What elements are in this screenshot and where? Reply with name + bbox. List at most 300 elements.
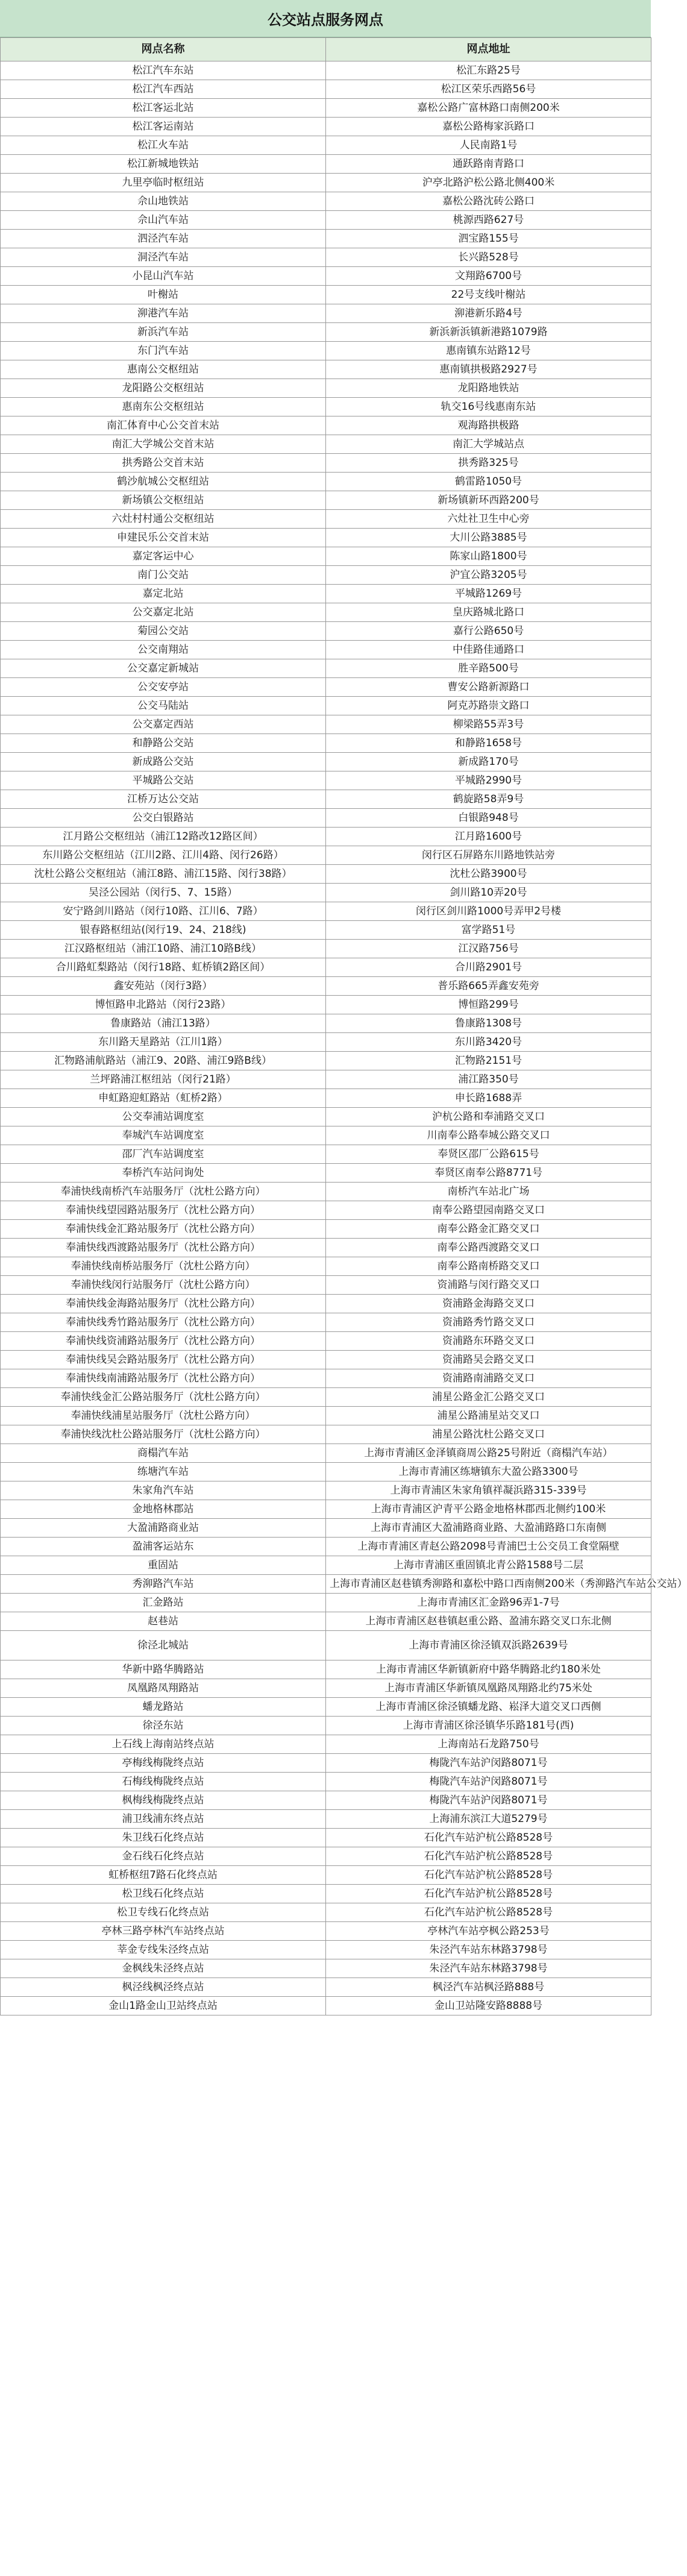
station-name-cell: 重固站 (1, 1556, 326, 1575)
table-row (1, 1959, 651, 1978)
table-row (1, 1922, 651, 1941)
station-address-cell: 上海市青浦区徐泾镇双浜路2639号 (326, 1631, 651, 1660)
station-name-cell: 南门公交站 (1, 566, 326, 585)
station-name-cell: 石梅线梅陇终点站 (1, 1773, 326, 1791)
station-address-cell: 新场镇新环西路200号 (326, 491, 651, 510)
table-row (1, 454, 651, 473)
table-row (1, 940, 651, 958)
station-name-cell: 汇物路浦航路站（浦江9、20路、浦江9路B线） (1, 1052, 326, 1070)
table-row (1, 996, 651, 1014)
station-address-cell: 阿克苏路崇文路口 (326, 697, 651, 715)
table-row (1, 1052, 651, 1070)
station-name-cell: 南汇体育中心公交首末站 (1, 416, 326, 435)
station-name-cell: 和静路公交站 (1, 734, 326, 753)
station-name-cell: 奉浦快线闵行站服务厅（沈杜公路方向） (1, 1276, 326, 1295)
station-name-cell: 奉浦快线金海路站服务厅（沈杜公路方向） (1, 1295, 326, 1313)
station-address-cell: 合川路2901号 (326, 958, 651, 977)
station-address-cell: 上海市青浦区汇金路96弄1-7号 (326, 1594, 651, 1612)
station-name-cell: 安宁路剑川路站（闵行10路、江川6、7路） (1, 902, 326, 921)
station-name-cell: 枫梅线梅陇终点站 (1, 1791, 326, 1810)
station-name-cell: 公交嘉定西站 (1, 715, 326, 734)
table-row (1, 1500, 651, 1519)
station-address-cell: 梅陇汽车站沪闵路8071号 (326, 1791, 651, 1810)
station-name-cell: 朱卫线石化终点站 (1, 1829, 326, 1847)
table-row (1, 192, 651, 211)
station-address-cell: 闵行区石屏路东川路地铁站旁 (326, 846, 651, 865)
table-row (1, 1351, 651, 1369)
station-name-cell: 徐泾北城站 (1, 1631, 326, 1660)
table-row (1, 1810, 651, 1829)
station-address-cell: 奉贤区南奉公路8771号 (326, 1164, 651, 1183)
station-address-cell: 沪宜公路3205号 (326, 566, 651, 585)
station-address-cell: 胜辛路500号 (326, 659, 651, 678)
table-row (1, 510, 651, 529)
station-name-cell: 浦卫线浦东终点站 (1, 1810, 326, 1829)
station-name-cell: 凤凰路凤翔路站 (1, 1679, 326, 1698)
station-address-cell: 皇庆路城北路口 (326, 603, 651, 622)
station-name-cell: 佘山汽车站 (1, 211, 326, 230)
table-row (1, 1164, 651, 1183)
station-name-cell: 奉桥汽车站问询处 (1, 1164, 326, 1183)
station-address-cell: 资浦路与闵行路交叉口 (326, 1276, 651, 1295)
table-row (1, 304, 651, 323)
service-points-table (0, 37, 687, 2015)
table-header-row (1, 38, 651, 61)
table-row (1, 921, 651, 940)
station-name-cell: 龙阳路公交枢纽站 (1, 379, 326, 398)
table-row (1, 1941, 651, 1959)
station-name-cell: 兰坪路浦江枢纽站（闵行21路） (1, 1070, 326, 1089)
station-address-cell: 平城路1269号 (326, 585, 651, 603)
table-row (1, 828, 651, 846)
table-row (1, 771, 651, 790)
station-address-cell: 沈杜公路3900号 (326, 865, 651, 884)
station-name-cell: 奉浦快线吴会路站服务厅（沈杜公路方向） (1, 1351, 326, 1369)
table-row (1, 1220, 651, 1239)
table-row (1, 1978, 651, 1997)
station-name-cell: 奉浦快线金汇路站服务厅（沈杜公路方向） (1, 1220, 326, 1239)
station-address-cell: 石化汽车站沪杭公路8528号 (326, 1829, 651, 1847)
table-row (1, 435, 651, 454)
table-row (1, 547, 651, 566)
table-row (1, 1791, 651, 1810)
station-name-cell: 博恒路申北路站（闵行23路） (1, 996, 326, 1014)
station-address-cell: 亭林汽车站亭枫公路253号 (326, 1922, 651, 1941)
table-row (1, 1997, 651, 2015)
station-name-cell: 松江汽车西站 (1, 80, 326, 99)
station-address-cell: 新成路170号 (326, 753, 651, 771)
table-row (1, 1183, 651, 1201)
table-row (1, 753, 651, 771)
station-name-cell: 奉浦快线西渡路站服务厅（沈杜公路方向） (1, 1239, 326, 1257)
station-name-cell: 叶榭站 (1, 286, 326, 304)
station-name-cell: 新浜汽车站 (1, 323, 326, 342)
station-name-cell: 东川路公交枢纽站（江川2路、江川4路、闵行26路） (1, 846, 326, 865)
station-address-cell: 梅陇汽车站沪闵路8071号 (326, 1773, 651, 1791)
station-name-cell: 松江火车站 (1, 136, 326, 155)
station-name-cell: 松江客运南站 (1, 118, 326, 136)
table-row (1, 529, 651, 547)
station-name-cell: 惠南东公交枢纽站 (1, 398, 326, 416)
station-address-cell: 石化汽车站沪杭公路8528号 (326, 1903, 651, 1922)
table-row (1, 1735, 651, 1754)
station-address-cell: 上海市青浦区徐泾镇华乐路181号(西) (326, 1717, 651, 1735)
station-address-cell: 松江区荣乐西路56号 (326, 80, 651, 99)
station-address-cell: 上海南站石龙路750号 (326, 1735, 651, 1754)
station-address-cell: 惠南镇东站路12号 (326, 342, 651, 360)
station-address-cell: 上海市青浦区华新镇凤凰路凤翔路北约75米处 (326, 1679, 651, 1698)
table-row (1, 360, 651, 379)
station-address-cell: 通跃路南青路口 (326, 155, 651, 174)
table-row (1, 174, 651, 192)
station-address-cell: 闵行区剑川路1000号弄甲2号楼 (326, 902, 651, 921)
table-row (1, 1463, 651, 1481)
table-row (1, 734, 651, 753)
station-name-cell: 奉浦快线浦星站服务厅（沈杜公路方向） (1, 1407, 326, 1425)
station-name-cell: 枫泾线枫泾终点站 (1, 1978, 326, 1997)
station-address-cell: 大川公路3885号 (326, 529, 651, 547)
station-address-cell: 上海市青浦区大盈浦路商业路、大盈浦路路口东南侧 (326, 1519, 651, 1538)
station-name-cell: 奉浦快线沈杜公路站服务厅（沈杜公路方向） (1, 1425, 326, 1444)
table-row (1, 1575, 651, 1594)
table-row (1, 958, 651, 977)
table-row (1, 585, 651, 603)
table-row (1, 1014, 651, 1033)
station-name-cell: 公交马陆站 (1, 697, 326, 715)
station-address-cell: 汇物路2151号 (326, 1052, 651, 1070)
station-name-cell: 小昆山汽车站 (1, 267, 326, 286)
station-address-cell: 鲁康路1308号 (326, 1014, 651, 1033)
station-address-cell: 南汇大学城站点 (326, 435, 651, 454)
station-address-cell: 嘉行公路650号 (326, 622, 651, 641)
station-name-cell: 鹤沙航城公交枢纽站 (1, 473, 326, 491)
station-address-cell: 石化汽车站沪杭公路8528号 (326, 1847, 651, 1866)
table-row (1, 398, 651, 416)
station-address-cell: 梅陇汽车站沪闵路8071号 (326, 1754, 651, 1773)
table-row (1, 1369, 651, 1388)
table-row (1, 1276, 651, 1295)
table-row (1, 1631, 651, 1660)
table-row (1, 1481, 651, 1500)
station-name-cell: 嘉定北站 (1, 585, 326, 603)
table-row (1, 1773, 651, 1791)
station-name-cell: 邵厂汽车站调度室 (1, 1145, 326, 1164)
station-name-cell: 江月路公交枢纽站（浦江12路改12路区间） (1, 828, 326, 846)
station-name-cell: 松江汽车东站 (1, 61, 326, 80)
station-address-cell: 上海市青浦区沪青平公路金地格林郡西北侧约100米 (326, 1500, 651, 1519)
station-address-cell: 朱泾汽车站东林路3798号 (326, 1941, 651, 1959)
station-name-cell: 朱家角汽车站 (1, 1481, 326, 1500)
station-address-cell: 陈家山路1800号 (326, 547, 651, 566)
table-row (1, 1698, 651, 1717)
table-row (1, 1612, 651, 1631)
station-address-cell: 上海市青浦区朱家角镇祥凝浜路315-339号 (326, 1481, 651, 1500)
table-row (1, 1847, 651, 1866)
station-name-cell: 公交南翔站 (1, 641, 326, 659)
station-name-cell: 公交白银路站 (1, 809, 326, 828)
table-row (1, 641, 651, 659)
page-title: 公交站点服务网点 (0, 0, 651, 37)
station-name-cell: 新场镇公交枢纽站 (1, 491, 326, 510)
table-row (1, 61, 651, 80)
station-name-cell: 大盈浦路商业站 (1, 1519, 326, 1538)
station-name-cell: 鲁康路站（浦江13路） (1, 1014, 326, 1033)
station-name-cell: 九里亭临时枢纽站 (1, 174, 326, 192)
table-row (1, 1754, 651, 1773)
station-name-cell: 徐泾东站 (1, 1717, 326, 1735)
station-address-cell: 资浦路吴会路交叉口 (326, 1351, 651, 1369)
table-row (1, 1332, 651, 1351)
table-row (1, 603, 651, 622)
table-row (1, 342, 651, 360)
station-name-cell: 洞泾汽车站 (1, 248, 326, 267)
table-row (1, 809, 651, 828)
table-row (1, 323, 651, 342)
station-name-cell: 奉浦快线金汇公路站服务厅（沈杜公路方向） (1, 1388, 326, 1407)
station-name-cell: 华新中路华腾路站 (1, 1660, 326, 1679)
station-name-cell: 公交奉浦站调度室 (1, 1108, 326, 1126)
station-address-cell: 石化汽车站沪杭公路8528号 (326, 1885, 651, 1903)
station-address-cell: 泗宝路155号 (326, 230, 651, 248)
table-row (1, 1388, 651, 1407)
table-row (1, 697, 651, 715)
table-row (1, 977, 651, 996)
station-address-cell: 浦江路350号 (326, 1070, 651, 1089)
station-name-cell: 六灶村村通公交枢纽站 (1, 510, 326, 529)
station-address-cell: 上海市青浦区徐泾镇蟠龙路、崧泽大道交叉口西侧 (326, 1698, 651, 1717)
station-name-cell: 秀泖路汽车站 (1, 1575, 326, 1594)
station-address-cell: 申长路1688弄 (326, 1089, 651, 1108)
station-address-cell: 南桥汽车站北广场 (326, 1183, 651, 1201)
station-name-cell: 拱秀路公交首末站 (1, 454, 326, 473)
station-address-cell: 枫泾汽车站枫泾路888号 (326, 1978, 651, 1997)
table-row (1, 1070, 651, 1089)
station-address-cell: 人民南路1号 (326, 136, 651, 155)
table-row (1, 1033, 651, 1052)
station-name-cell: 上石线上海南站终点站 (1, 1735, 326, 1754)
table-row (1, 1519, 651, 1538)
table-row (1, 1866, 651, 1885)
station-address-cell: 南奉公路西渡路交叉口 (326, 1239, 651, 1257)
table-body (1, 61, 687, 2015)
table-row (1, 230, 651, 248)
station-name-cell: 公交嘉定北站 (1, 603, 326, 622)
station-address-cell: 白银路948号 (326, 809, 651, 828)
station-address-cell: 曹安公路新源路口 (326, 678, 651, 697)
station-name-cell: 金地格林郡站 (1, 1500, 326, 1519)
table-row (1, 790, 651, 809)
table-row (1, 118, 651, 136)
station-address-cell: 柳梁路55弄3号 (326, 715, 651, 734)
table-row (1, 566, 651, 585)
table-row (1, 902, 651, 921)
station-name-cell: 虹桥枢纽7路石化终点站 (1, 1866, 326, 1885)
station-name-cell: 奉浦快线秀竹路站服务厅（沈杜公路方向） (1, 1313, 326, 1332)
station-name-cell: 金山1路金山卫站终点站 (1, 1997, 326, 2015)
station-name-cell: 申建民乐公交首末站 (1, 529, 326, 547)
station-name-cell: 银春路枢纽站(闵行19、24、218线) (1, 921, 326, 940)
station-address-cell: 江月路1600号 (326, 828, 651, 846)
table-row (1, 1903, 651, 1922)
station-address-cell: 六灶社卫生中心旁 (326, 510, 651, 529)
station-address-cell: 观海路拱极路 (326, 416, 651, 435)
station-address-cell: 浦星公路金汇公路交叉口 (326, 1388, 651, 1407)
table-row (1, 136, 651, 155)
station-address-cell: 新浜新浜镇新港路1079路 (326, 323, 651, 342)
station-name-cell: 奉城汽车站调度室 (1, 1126, 326, 1145)
table-row (1, 884, 651, 902)
station-address-cell: 鹤雷路1050号 (326, 473, 651, 491)
station-name-cell: 蟠龙路站 (1, 1698, 326, 1717)
station-name-cell: 东门汽车站 (1, 342, 326, 360)
table-row (1, 865, 651, 884)
station-name-cell: 奉浦快线望园路站服务厅（沈杜公路方向） (1, 1201, 326, 1220)
station-address-cell: 拱秀路325号 (326, 454, 651, 473)
table-row (1, 1444, 651, 1463)
station-address-cell: 上海市青浦区重固镇北青公路1588号二层 (326, 1556, 651, 1575)
station-address-cell: 资浦路东环路交叉口 (326, 1332, 651, 1351)
station-name-cell: 南汇大学城公交首末站 (1, 435, 326, 454)
station-address-cell: 浦星公路沈杜公路交叉口 (326, 1425, 651, 1444)
station-name-cell: 合川路虹梨路站（闵行18路、虹桥镇2路区间） (1, 958, 326, 977)
station-name-cell: 吴泾公园站（闵行5、7、15路） (1, 884, 326, 902)
table-row (1, 473, 651, 491)
table-row (1, 267, 651, 286)
station-name-cell: 惠南公交枢纽站 (1, 360, 326, 379)
station-name-cell: 泗泾汽车站 (1, 230, 326, 248)
station-address-cell: 南奉公路南桥路交叉口 (326, 1257, 651, 1276)
table-row (1, 659, 651, 678)
table-row (1, 1313, 651, 1332)
table-row (1, 622, 651, 641)
station-address-cell: 和静路1658号 (326, 734, 651, 753)
station-address-cell: 资浦路秀竹路交叉口 (326, 1313, 651, 1332)
table-row (1, 1257, 651, 1276)
table-row (1, 1089, 651, 1108)
station-name-cell: 松卫线石化终点站 (1, 1885, 326, 1903)
station-name-cell: 嘉定客运中心 (1, 547, 326, 566)
station-name-cell: 江桥万达公交站 (1, 790, 326, 809)
station-address-cell: 上海市青浦区练塘镇东大盈公路3300号 (326, 1463, 651, 1481)
station-address-cell: 沪杭公路和奉浦路交叉口 (326, 1108, 651, 1126)
station-address-cell: 上海市青浦区青赵公路2098号青浦巴士公交员工食堂隔壁 (326, 1538, 651, 1556)
table-row (1, 379, 651, 398)
station-name-cell: 新成路公交站 (1, 753, 326, 771)
table-row (1, 1145, 651, 1164)
station-address-cell: 博恒路299号 (326, 996, 651, 1014)
station-name-cell: 奉浦快线南浦路站服务厅（沈杜公路方向） (1, 1369, 326, 1388)
station-address-cell: 泖港新乐路4号 (326, 304, 651, 323)
station-name-cell: 商榻汽车站 (1, 1444, 326, 1463)
table-row (1, 1660, 651, 1679)
table-row (1, 1556, 651, 1575)
table-row (1, 80, 651, 99)
station-name-cell: 松卫专线石化终点站 (1, 1903, 326, 1922)
table-row (1, 99, 651, 118)
table-row (1, 1679, 651, 1698)
table-row (1, 678, 651, 697)
station-name-cell: 练塘汽车站 (1, 1463, 326, 1481)
station-name-cell: 奉浦快线资浦路站服务厅（沈杜公路方向） (1, 1332, 326, 1351)
station-name-cell: 松江客运北站 (1, 99, 326, 118)
table-row (1, 1538, 651, 1556)
table-row (1, 1239, 651, 1257)
station-address-cell: 嘉松公路广富林路口南侧200米 (326, 99, 651, 118)
station-address-cell: 资浦路金海路交叉口 (326, 1295, 651, 1313)
table-row (1, 715, 651, 734)
column-header-address: 网点地址 (326, 38, 651, 61)
station-name-cell: 亭梅线梅陇终点站 (1, 1754, 326, 1773)
station-address-cell: 鹤旋路58弄9号 (326, 790, 651, 809)
station-name-cell: 公交嘉定新城站 (1, 659, 326, 678)
table-row (1, 1407, 651, 1425)
station-name-cell: 莘金专线朱泾终点站 (1, 1941, 326, 1959)
station-address-cell: 22号支线叶榭站 (326, 286, 651, 304)
column-header-name: 网点名称 (1, 38, 326, 61)
table-row (1, 248, 651, 267)
station-address-cell: 金山卫站隆安路8888号 (326, 1997, 651, 2015)
table-row (1, 1885, 651, 1903)
table-row (1, 1295, 651, 1313)
station-address-cell: 浦星公路浦星站交叉口 (326, 1407, 651, 1425)
station-address-cell: 南奉公路望园南路交叉口 (326, 1201, 651, 1220)
station-address-cell: 长兴路528号 (326, 248, 651, 267)
station-name-cell: 鑫安苑站（闵行3路） (1, 977, 326, 996)
station-name-cell: 菊园公交站 (1, 622, 326, 641)
station-name-cell: 泖港汽车站 (1, 304, 326, 323)
station-name-cell: 江汉路枢纽站（浦江10路、浦江10路B线） (1, 940, 326, 958)
station-name-cell: 沈杜公路公交枢纽站（浦江8路、浦江15路、闵行38路） (1, 865, 326, 884)
station-address-cell: 富学路51号 (326, 921, 651, 940)
station-address-cell: 上海市青浦区赵巷镇秀泖路和嘉松中路口西南侧200米（秀泖路汽车站公交站） (326, 1575, 651, 1594)
station-name-cell: 奉浦快线南桥汽车站服务厅（沈杜公路方向） (1, 1183, 326, 1201)
station-address-cell: 上海市青浦区华新镇新府中路华腾路北约180米处 (326, 1660, 651, 1679)
station-address-cell: 南奉公路金汇路交叉口 (326, 1220, 651, 1239)
station-address-cell: 上海浦东滨江大道5279号 (326, 1810, 651, 1829)
station-address-cell: 东川路3420号 (326, 1033, 651, 1052)
table-row (1, 1717, 651, 1735)
station-name-cell: 申虹路迎虹路站（虹桥2路） (1, 1089, 326, 1108)
table-row (1, 491, 651, 510)
station-address-cell: 剑川路10弄20号 (326, 884, 651, 902)
station-name-cell: 佘山地铁站 (1, 192, 326, 211)
table-row (1, 1201, 651, 1220)
station-address-cell: 江汉路756号 (326, 940, 651, 958)
station-name-cell: 汇金路站 (1, 1594, 326, 1612)
table-row (1, 1594, 651, 1612)
station-name-cell: 公交安亭站 (1, 678, 326, 697)
station-name-cell: 赵巷站 (1, 1612, 326, 1631)
station-address-cell: 龙阳路地铁站 (326, 379, 651, 398)
table-row (1, 1108, 651, 1126)
station-address-cell: 川南奉公路奉城公路交叉口 (326, 1126, 651, 1145)
table-row (1, 846, 651, 865)
station-address-cell: 普乐路665弄鑫安苑旁 (326, 977, 651, 996)
station-address-cell: 中佳路佳通路口 (326, 641, 651, 659)
station-address-cell: 惠南镇拱极路2927号 (326, 360, 651, 379)
table-row (1, 286, 651, 304)
station-address-cell: 朱泾汽车站东林路3798号 (326, 1959, 651, 1978)
station-name-cell: 平城路公交站 (1, 771, 326, 790)
station-address-cell: 平城路2990号 (326, 771, 651, 790)
station-address-cell: 资浦路南浦路交叉口 (326, 1369, 651, 1388)
table-row (1, 155, 651, 174)
table-row (1, 1829, 651, 1847)
station-name-cell: 松江新城地铁站 (1, 155, 326, 174)
station-address-cell: 沪亭北路沪松公路北侧400米 (326, 174, 651, 192)
station-name-cell: 亭林三路亭林汽车站终点站 (1, 1922, 326, 1941)
station-address-cell: 奉贤区邵厂公路615号 (326, 1145, 651, 1164)
